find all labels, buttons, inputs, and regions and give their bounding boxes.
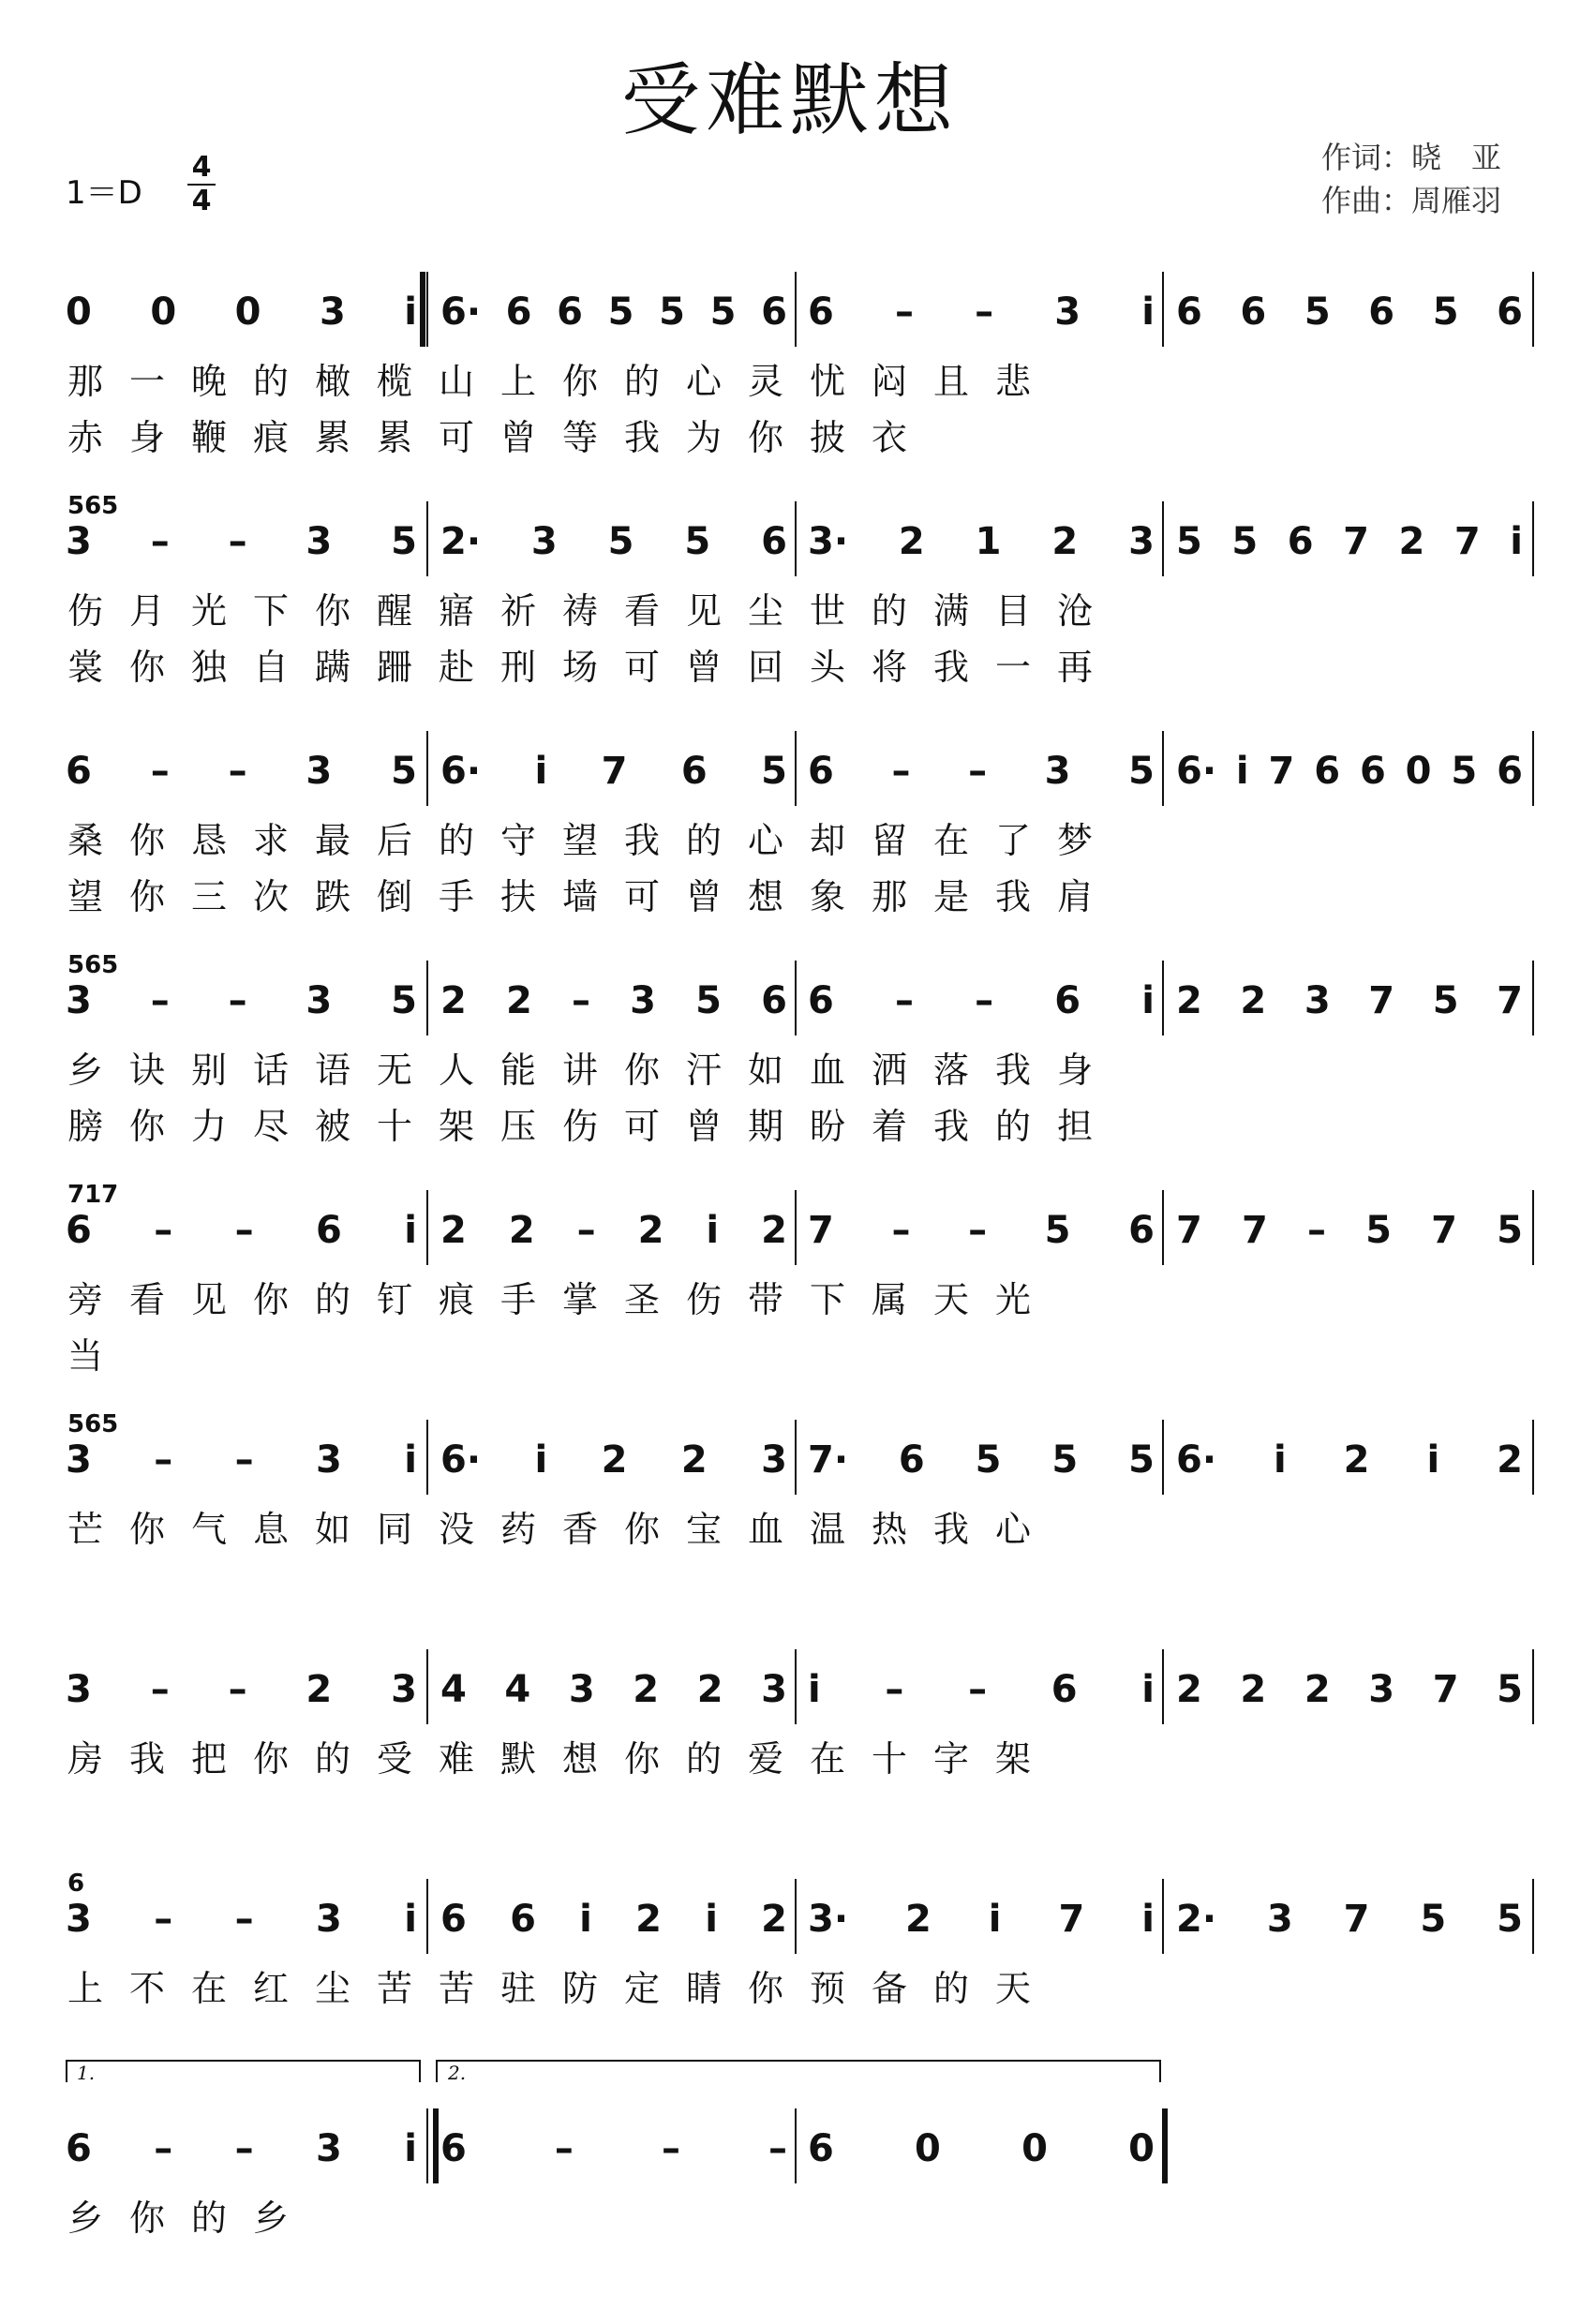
measure-notes — [66, 1668, 417, 1711]
lyric-line: 芒你气息如同没药香你宝血温热我心 — [67, 1509, 1058, 1550]
note: 2 — [1176, 1668, 1202, 1711]
note: 5 — [761, 750, 787, 793]
measure-notes — [1176, 1209, 1523, 1252]
note: 6· — [440, 750, 482, 793]
note: – — [154, 1209, 173, 1252]
note: 6 — [1287, 520, 1314, 563]
note: 7 — [808, 1209, 834, 1252]
note: 3 — [319, 290, 346, 334]
measure-notes — [808, 1668, 1155, 1711]
note: 6 — [440, 2127, 467, 2170]
note: 6 — [1359, 750, 1386, 793]
note: 0 — [1405, 750, 1432, 793]
note: – — [228, 750, 247, 793]
note: 6 — [808, 750, 834, 793]
note: 7 — [1058, 1898, 1085, 1941]
note: – — [894, 290, 914, 334]
measure-notes — [440, 2127, 787, 2170]
note: i — [705, 1898, 718, 1941]
barline — [1532, 731, 1534, 806]
measure-notes — [66, 1898, 417, 1941]
note: 5 — [391, 520, 417, 563]
note: 2 — [601, 1438, 628, 1482]
note: 2 — [1240, 1668, 1267, 1711]
barline — [426, 1190, 428, 1265]
note: 6 — [66, 750, 92, 793]
barline — [426, 1649, 428, 1724]
note: 2 — [1343, 1438, 1370, 1482]
note: 3 — [630, 979, 656, 1022]
note: 6 — [1497, 750, 1523, 793]
barline — [795, 1879, 797, 1954]
note: 7 — [1268, 750, 1295, 793]
lyric-line: 裳你独自蹒跚赴刑场可曾回头将我一再 — [67, 647, 1120, 688]
note: 3 — [306, 750, 333, 793]
barline — [426, 961, 428, 1035]
note: 2 — [1398, 520, 1425, 563]
measure-notes — [66, 750, 417, 793]
note: 0 — [66, 290, 92, 334]
note: – — [150, 520, 170, 563]
note: 3 — [391, 1668, 417, 1711]
note: 5 — [709, 290, 737, 334]
note: 3 — [316, 2127, 342, 2170]
note: 5 — [391, 750, 417, 793]
song-title: 受难默想 — [620, 54, 959, 146]
note: 5 — [607, 520, 634, 563]
note: – — [572, 979, 590, 1022]
barline — [1162, 1649, 1164, 1724]
note: – — [154, 2127, 173, 2170]
note: i — [1141, 979, 1155, 1022]
note: 6 — [557, 290, 583, 334]
measure-notes — [808, 1209, 1155, 1252]
measure-notes — [1176, 1898, 1523, 1941]
score-system — [0, 731, 1580, 946]
key-signature: 1＝D — [66, 174, 142, 212]
grace-note: 717 — [67, 1181, 119, 1209]
note: i — [1510, 520, 1523, 563]
measure-notes — [66, 1438, 417, 1482]
note: 3 — [530, 520, 558, 563]
note: i — [1141, 290, 1155, 334]
note: 3 — [1128, 520, 1155, 563]
repeat-start-barline — [420, 272, 425, 347]
note: 2 — [1176, 979, 1202, 1022]
note: i — [1273, 1438, 1287, 1482]
note: i — [404, 1438, 417, 1482]
note: 5 — [1231, 520, 1259, 563]
score-system — [0, 1649, 1580, 1865]
barline — [1532, 961, 1534, 1035]
barline — [426, 501, 428, 576]
note: – — [968, 1668, 988, 1711]
note: – — [234, 1438, 254, 1482]
barline — [1162, 1420, 1164, 1495]
note: 6 — [1176, 290, 1202, 334]
repeat-end-barline — [433, 2108, 439, 2183]
grace-note: 565 — [67, 492, 119, 520]
note: 6 — [898, 1438, 925, 1482]
note: 6 — [761, 979, 787, 1022]
note: 5 — [975, 1438, 1002, 1482]
barline — [795, 1420, 797, 1495]
measure-notes — [1176, 979, 1523, 1022]
note: 6 — [808, 2127, 834, 2170]
note: 2 — [680, 1438, 708, 1482]
measure-notes — [808, 979, 1155, 1022]
barline — [795, 731, 797, 806]
note: – — [891, 1209, 911, 1252]
score-system — [0, 492, 1580, 717]
lyric-line: 桑你恳求最后的守望我的心却留在了梦 — [67, 820, 1120, 861]
note: – — [661, 2127, 680, 2170]
note: 2 — [904, 1898, 932, 1941]
note: 3 — [306, 979, 333, 1022]
note: i — [1141, 1668, 1155, 1711]
note: i — [808, 1668, 821, 1711]
measure-notes — [1176, 750, 1523, 793]
note: 3 — [761, 1438, 787, 1482]
note: 2 — [898, 520, 925, 563]
note: i — [534, 1438, 548, 1482]
note: 7 — [1343, 1898, 1370, 1941]
note: 6 — [761, 290, 787, 334]
note: 6 — [510, 1898, 536, 1941]
measure-notes — [66, 2127, 417, 2170]
note: 3 — [1054, 290, 1081, 334]
lyric-line: 那一晚的橄榄山上你的心灵忧闷且悲 — [67, 361, 1058, 402]
note: 0 — [150, 290, 177, 334]
note: 2 — [633, 1668, 660, 1711]
note: 6 — [66, 2127, 92, 2170]
note: 2 — [1051, 520, 1079, 563]
measure-notes — [440, 520, 787, 563]
measure-notes — [808, 2127, 1155, 2170]
measure-notes — [440, 290, 787, 334]
note: 5 — [1051, 1438, 1079, 1482]
note: 5 — [1451, 750, 1478, 793]
note: 2 — [696, 1668, 723, 1711]
note: 5 — [1128, 1438, 1155, 1482]
note: 5 — [1497, 1898, 1523, 1941]
note: 6 — [1054, 979, 1081, 1022]
volta-2-bracket — [436, 2060, 1161, 2082]
barline — [1162, 961, 1164, 1035]
note: 5 — [1365, 1209, 1392, 1252]
measure-notes — [66, 520, 417, 563]
note: 3 — [306, 520, 333, 563]
note: – — [894, 979, 914, 1022]
note: 3· — [808, 1898, 849, 1941]
note: – — [968, 750, 988, 793]
note: i — [1141, 1898, 1155, 1941]
barline — [426, 2108, 428, 2183]
lyric-line: 乡诀别话语无人能讲你汗如血洒落我身 — [67, 1050, 1120, 1091]
note: 7 — [1432, 1668, 1459, 1711]
measure-notes — [440, 1438, 787, 1482]
note: 2· — [1176, 1898, 1217, 1941]
measure-notes — [808, 290, 1155, 334]
note: 7 — [1242, 1209, 1268, 1252]
note: 2 — [508, 1209, 535, 1252]
note: 2 — [440, 1209, 467, 1252]
time-bottom: 4 — [187, 184, 216, 217]
note: 3 — [316, 1438, 342, 1482]
note: 6 — [1368, 290, 1395, 334]
note: i — [404, 2127, 417, 2170]
note: – — [576, 1209, 596, 1252]
measure-notes — [808, 1438, 1155, 1482]
grace-note: 565 — [67, 1410, 119, 1438]
measure-notes — [1176, 1438, 1523, 1482]
grace-note: 6 — [67, 1870, 85, 1898]
note: – — [554, 2127, 574, 2170]
note: 6 — [1128, 1209, 1155, 1252]
note: – — [234, 2127, 254, 2170]
note: 3 — [66, 1898, 92, 1941]
barline — [1162, 501, 1164, 576]
barline — [1532, 501, 1534, 576]
note: – — [768, 2127, 787, 2170]
note: 2 — [635, 1898, 662, 1941]
lyric-line: 房我把你的受难默想你的爱在十字架 — [67, 1738, 1058, 1780]
note: 6 — [440, 1898, 467, 1941]
note: 2 — [637, 1209, 664, 1252]
lyric-line: 乡你的乡 — [67, 2197, 316, 2239]
final-barline — [1162, 2108, 1168, 2183]
note: 2 — [761, 1898, 787, 1941]
note: 6 — [808, 290, 834, 334]
note: 6· — [440, 290, 482, 334]
lyric-line: 望你三次跌倒手扶墙可曾想象那是我肩 — [67, 876, 1120, 917]
measure-notes — [1176, 520, 1523, 563]
note: 5 — [1420, 1898, 1447, 1941]
barline — [1162, 1879, 1164, 1954]
note: 6 — [808, 979, 834, 1022]
lyric-line: 伤月光下你醒寤祈祷看见尘世的满目沧 — [67, 590, 1120, 632]
note: 3 — [761, 1668, 787, 1711]
note: 3 — [568, 1668, 595, 1711]
note: 6 — [680, 750, 708, 793]
composer: 作曲：周雁羽 — [1321, 183, 1502, 218]
note: – — [234, 1209, 254, 1252]
volta-1-label: 1. — [77, 2062, 96, 2084]
note: – — [1307, 1209, 1326, 1252]
time-signature — [187, 152, 216, 217]
note: – — [891, 750, 911, 793]
note: 0 — [915, 2127, 941, 2170]
note: – — [234, 1898, 254, 1941]
score-system — [0, 1181, 1580, 1406]
note: 3 — [1266, 1898, 1293, 1941]
barline — [426, 272, 428, 347]
note: 5 — [1128, 750, 1155, 793]
measure-notes — [66, 979, 417, 1022]
note: 4 — [504, 1668, 531, 1711]
barline — [426, 1420, 428, 1495]
measure-notes — [808, 1898, 1155, 1941]
note: 6 — [1051, 1668, 1078, 1711]
note: – — [150, 1668, 170, 1711]
note: – — [975, 290, 994, 334]
note: 5 — [1432, 290, 1459, 334]
note: 1 — [975, 520, 1002, 563]
note: – — [228, 520, 247, 563]
note: 5 — [1176, 520, 1202, 563]
credits — [1321, 136, 1501, 222]
barline — [1162, 272, 1164, 347]
note: 2 — [1497, 1438, 1523, 1482]
note: 5 — [391, 979, 417, 1022]
note: 6· — [1176, 1438, 1217, 1482]
note: 5 — [607, 290, 634, 334]
note: 0 — [234, 290, 261, 334]
note: 5 — [1432, 979, 1459, 1022]
note: – — [885, 1668, 904, 1711]
barline — [1532, 1190, 1534, 1265]
note: 7 — [1453, 520, 1481, 563]
note: i — [404, 1209, 417, 1252]
note: 6· — [440, 1438, 482, 1482]
note: 6 — [1240, 290, 1267, 334]
barline — [795, 1649, 797, 1724]
note: 6 — [316, 1209, 342, 1252]
barline — [1532, 272, 1534, 347]
measure-notes — [440, 1898, 787, 1941]
note: – — [150, 750, 170, 793]
volta-2-label: 2. — [448, 2062, 467, 2084]
note: 2 — [306, 1668, 333, 1711]
note: 2 — [1304, 1668, 1331, 1711]
note: 3 — [1368, 1668, 1395, 1711]
note: 3 — [1304, 979, 1331, 1022]
lyricist: 作词：晓 亚 — [1321, 140, 1502, 175]
measure-notes — [1176, 1668, 1523, 1711]
note: i — [1235, 750, 1249, 793]
barline — [1162, 1190, 1164, 1265]
note: i — [706, 1209, 720, 1252]
note: 5 — [659, 290, 685, 334]
lyric-line: 当 — [67, 1335, 130, 1377]
score-system — [0, 1410, 1580, 1635]
note: 3 — [1044, 750, 1071, 793]
measure-notes — [440, 1668, 787, 1711]
lyric-line: 膀你力尽被十架压伤可曾期盼着我的担 — [67, 1106, 1120, 1147]
barline — [795, 2108, 797, 2183]
volta-1-bracket — [66, 2060, 421, 2082]
note: – — [154, 1898, 173, 1941]
note: – — [154, 1438, 173, 1482]
barline — [1532, 1649, 1534, 1724]
note: 7 — [1431, 1209, 1457, 1252]
measure-notes — [440, 979, 787, 1022]
note: 7 — [1176, 1209, 1202, 1252]
note: 7 — [601, 750, 628, 793]
note: 6· — [1176, 750, 1217, 793]
note: – — [975, 979, 994, 1022]
note: 4 — [440, 1668, 467, 1711]
score-system — [0, 2062, 1580, 2324]
note: 7 — [1368, 979, 1395, 1022]
note: 5 — [1044, 1209, 1071, 1252]
note: 6 — [1497, 290, 1523, 334]
measure-notes — [440, 1209, 787, 1252]
note: – — [968, 1209, 988, 1252]
note: 3 — [66, 979, 92, 1022]
note: – — [228, 979, 247, 1022]
note: 2 — [1240, 979, 1267, 1022]
time-top: 4 — [191, 151, 212, 184]
note: 2 — [440, 979, 467, 1022]
note: 6 — [1314, 750, 1341, 793]
note: 6 — [505, 290, 532, 334]
barline — [1532, 1879, 1534, 1954]
score-system — [0, 951, 1580, 1176]
barline — [426, 1879, 428, 1954]
note: 6 — [66, 1209, 92, 1252]
note: 3 — [66, 1668, 92, 1711]
note: 7· — [808, 1438, 849, 1482]
note: 7 — [1497, 979, 1523, 1022]
lyric-line: 旁看见你的钉痕手掌圣伤带下属天光 — [67, 1279, 1058, 1320]
measure-notes — [808, 750, 1155, 793]
note: 2 — [506, 979, 532, 1022]
note: – — [228, 1668, 247, 1711]
note: 5 — [1497, 1209, 1523, 1252]
note: 3 — [316, 1898, 342, 1941]
note: i — [534, 750, 548, 793]
barline — [426, 731, 428, 806]
measure-notes — [440, 750, 787, 793]
measure-notes — [66, 290, 417, 334]
note: 5 — [684, 520, 711, 563]
note: 2· — [440, 520, 482, 563]
barline — [795, 501, 797, 576]
note: 0 — [1128, 2127, 1155, 2170]
note: i — [579, 1898, 592, 1941]
note: 6 — [761, 520, 787, 563]
note: 3 — [66, 520, 92, 563]
note: i — [404, 290, 417, 334]
barline — [1162, 731, 1164, 806]
note: i — [404, 1898, 417, 1941]
note: 5 — [1304, 290, 1331, 334]
note: – — [150, 979, 170, 1022]
note: 2 — [761, 1209, 787, 1252]
barline — [795, 1190, 797, 1265]
measure-notes — [66, 1209, 417, 1252]
note: i — [988, 1898, 1002, 1941]
note: 7 — [1343, 520, 1369, 563]
lyric-line: 赤身鞭痕累累可曾等我为你披衣 — [67, 417, 934, 458]
barline — [1532, 1420, 1534, 1495]
note: 5 — [695, 979, 722, 1022]
score-system — [0, 272, 1580, 487]
note: 5 — [1497, 1668, 1523, 1711]
note: 3 — [66, 1438, 92, 1482]
note: 3· — [808, 520, 849, 563]
barline — [795, 272, 797, 347]
measure-notes — [1176, 290, 1523, 334]
note: i — [1426, 1438, 1440, 1482]
barline — [795, 961, 797, 1035]
grace-note: 565 — [67, 951, 119, 979]
lyric-line: 上不在红尘苦苦驻防定睛你预备的天 — [67, 1968, 1058, 2009]
measure-notes — [808, 520, 1155, 563]
note: 0 — [1021, 2127, 1048, 2170]
